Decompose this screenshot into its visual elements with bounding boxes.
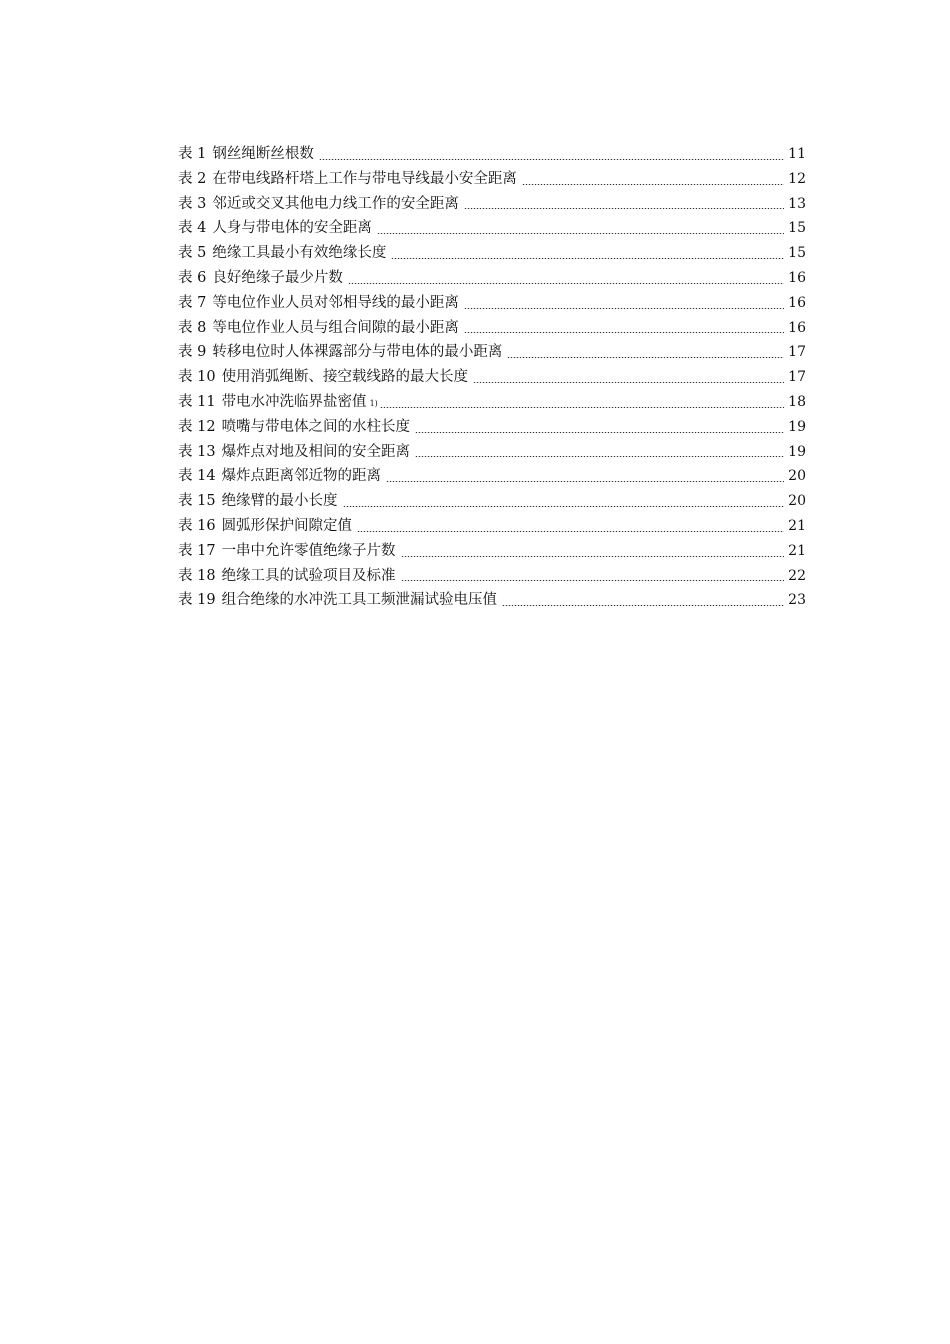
toc-entry xyxy=(178,241,806,266)
toc-entry xyxy=(178,390,806,415)
toc-entry xyxy=(178,142,806,167)
toc-dot-leader xyxy=(473,382,784,383)
toc-dot-leader xyxy=(415,432,784,433)
toc-entry-label: 表 9 xyxy=(178,344,207,361)
toc-dot-leader xyxy=(319,159,784,160)
toc-entry-title: 圆弧形保护间隙定值 xyxy=(221,517,353,534)
toc-entry-label: 表 13 xyxy=(178,443,216,460)
toc-dot-leader xyxy=(386,481,784,482)
toc-entry-page-number: 16 xyxy=(788,269,806,286)
toc-entry xyxy=(178,316,806,341)
toc-entry xyxy=(178,266,806,291)
toc-entry xyxy=(178,564,806,589)
toc-entry xyxy=(178,588,806,613)
toc-entry-title: 绝缘臂的最小长度 xyxy=(221,493,338,510)
toc-entry-label: 表 11 xyxy=(178,393,216,410)
toc-dot-leader xyxy=(401,556,784,557)
toc-dot-leader xyxy=(464,308,784,309)
toc-entry-label: 表 4 xyxy=(178,220,207,237)
toc-entry-title: 喷嘴与带电体之间的水柱长度 xyxy=(221,418,411,435)
toc-entry xyxy=(178,539,806,564)
toc-entry-title: 爆炸点距离邻近物的距离 xyxy=(221,468,382,485)
toc-entry-title: 在带电线路杆塔上工作与带电导线最小安全距离 xyxy=(212,170,517,187)
toc-entry-label: 表 10 xyxy=(178,369,216,386)
toc-entry-page-number: 12 xyxy=(788,170,806,187)
toc-dot-leader xyxy=(522,184,784,185)
toc-entry-page-number: 19 xyxy=(788,443,806,460)
toc-entry-title: 组合绝缘的水冲洗工具工频泄漏试验电压值 xyxy=(221,592,498,609)
toc-entry-label: 表 1 xyxy=(178,146,207,162)
toc-entry-page-number: 17 xyxy=(788,344,806,361)
toc-dot-leader xyxy=(380,407,784,408)
toc-entry-title: 带电水冲洗临界盐密值 xyxy=(221,393,367,410)
toc-entry-page-number: 15 xyxy=(788,245,806,262)
toc-dot-leader xyxy=(357,531,784,532)
toc-dot-leader xyxy=(401,580,784,581)
toc-entry-page-number: 23 xyxy=(788,592,806,609)
toc-entry-label: 表 7 xyxy=(178,294,207,311)
toc-dot-leader xyxy=(415,456,784,457)
toc-entry-label: 表 15 xyxy=(178,493,216,510)
toc-dot-leader xyxy=(343,506,784,507)
toc-entry-label: 表 5 xyxy=(178,245,207,262)
toc-entry-page-number: 20 xyxy=(788,468,806,485)
toc-entry-title: 使用消弧绳断、接空载线路的最大长度 xyxy=(221,369,469,386)
toc-dot-leader xyxy=(377,233,784,234)
toc-entry-title: 钢丝绳断丝根数 xyxy=(212,146,314,162)
toc-entry-label: 表 18 xyxy=(178,567,216,584)
toc-entry-page-number: 17 xyxy=(788,369,806,386)
table-of-contents xyxy=(178,142,806,613)
toc-dot-leader xyxy=(464,332,784,333)
toc-entry-footnote-mark: 1) xyxy=(369,398,378,408)
toc-entry xyxy=(178,192,806,217)
toc-entry-page-number: 19 xyxy=(788,418,806,435)
toc-entry-label: 表 8 xyxy=(178,319,207,336)
toc-entry-label: 表 3 xyxy=(178,195,207,212)
toc-entry-title: 转移电位时人体裸露部分与带电体的最小距离 xyxy=(212,344,503,361)
toc-dot-leader xyxy=(348,283,784,284)
toc-dot-leader xyxy=(502,605,784,606)
toc-entry xyxy=(178,514,806,539)
toc-entry-label: 表 19 xyxy=(178,592,216,609)
toc-entry xyxy=(178,216,806,241)
toc-entry-page-number: 21 xyxy=(788,517,806,534)
toc-entry-title: 一串中允许零值绝缘子片数 xyxy=(221,542,396,559)
toc-entry-label: 表 16 xyxy=(178,517,216,534)
toc-entry xyxy=(178,440,806,465)
toc-dot-leader xyxy=(464,208,784,209)
toc-entry-page-number: 11 xyxy=(788,146,806,162)
toc-entry-label: 表 17 xyxy=(178,542,216,559)
toc-entry-page-number: 20 xyxy=(788,493,806,510)
toc-entry-page-number: 18 xyxy=(788,393,806,410)
toc-dot-leader xyxy=(507,357,784,358)
toc-entry xyxy=(178,365,806,390)
toc-entry-page-number: 16 xyxy=(788,294,806,311)
toc-entry xyxy=(178,167,806,192)
toc-entry xyxy=(178,489,806,514)
toc-entry-title: 等电位作业人员对邻相导线的最小距离 xyxy=(212,294,459,311)
toc-entry-title: 人身与带电体的安全距离 xyxy=(212,220,372,237)
toc-entry-label: 表 6 xyxy=(178,269,207,286)
toc-entry-title: 爆炸点对地及相间的安全距离 xyxy=(221,443,411,460)
toc-entry-page-number: 16 xyxy=(788,319,806,336)
toc-entry-label: 表 14 xyxy=(178,468,216,485)
toc-dot-leader xyxy=(391,258,784,259)
toc-entry-page-number: 22 xyxy=(788,567,806,584)
toc-entry xyxy=(178,291,806,316)
toc-entry xyxy=(178,340,806,365)
toc-entry-page-number: 13 xyxy=(788,195,806,212)
toc-entry-label: 表 2 xyxy=(178,170,207,187)
toc-entry-title: 良好绝缘子最少片数 xyxy=(212,269,343,286)
toc-entry-title: 绝缘工具最小有效绝缘长度 xyxy=(212,245,387,262)
toc-entry-label: 表 12 xyxy=(178,418,216,435)
toc-entry-title: 邻近或交叉其他电力线工作的安全距离 xyxy=(212,195,459,212)
toc-entry-title: 等电位作业人员与组合间隙的最小距离 xyxy=(212,319,459,336)
toc-entry-page-number: 21 xyxy=(788,542,806,559)
toc-entry-page-number: 15 xyxy=(788,220,806,237)
toc-entry-title: 绝缘工具的试验项目及标准 xyxy=(221,567,396,584)
toc-entry xyxy=(178,415,806,440)
toc-entry xyxy=(178,464,806,489)
